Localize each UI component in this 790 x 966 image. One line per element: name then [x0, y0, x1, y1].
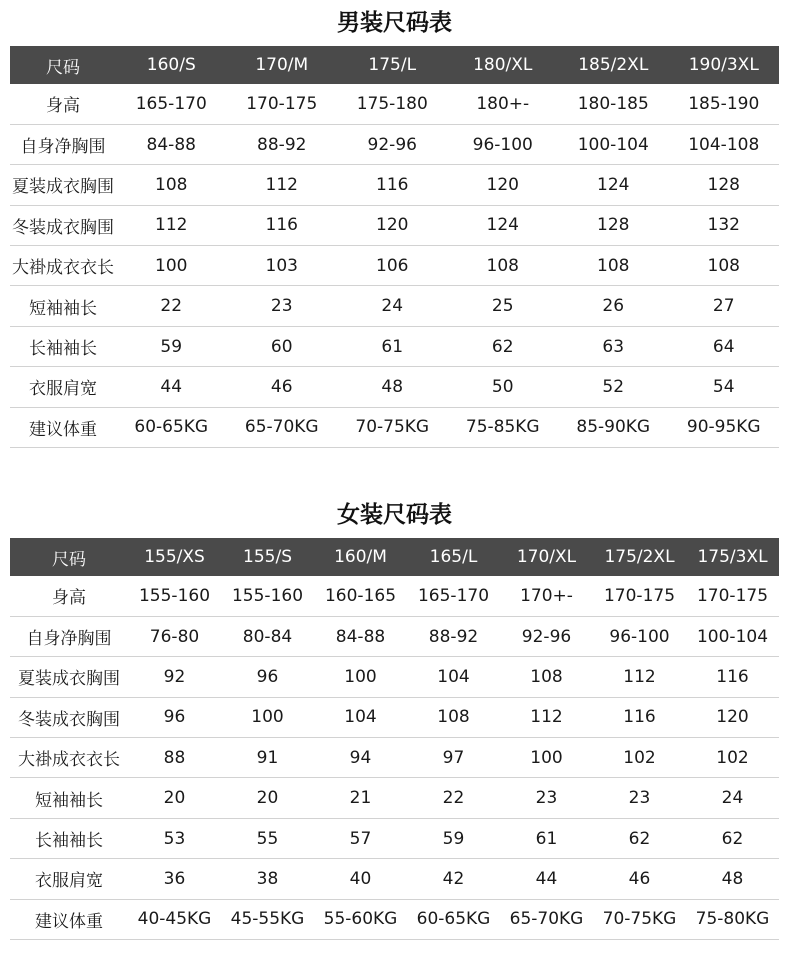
- table-cell: 23: [270, 296, 293, 317]
- size-header-cell: 175/L: [368, 55, 417, 75]
- table-cell: 116: [716, 666, 749, 687]
- size-header-cell: 165/L: [429, 547, 478, 567]
- row-label: 夏装成衣胸围: [18, 669, 120, 690]
- row-label: 衣服肩宽: [35, 871, 103, 892]
- row-label: 夏装成衣胸围: [12, 177, 114, 198]
- table-cell: 100-104: [577, 134, 649, 155]
- women-size-table-header: [10, 538, 779, 576]
- table-cell: 70-75KG: [355, 417, 430, 438]
- men-size-table: [10, 46, 779, 448]
- table-cell: 112: [155, 215, 188, 236]
- table-cell: 59: [160, 336, 183, 357]
- table-cell: 106: [376, 255, 409, 276]
- table-cell: 100: [251, 707, 284, 728]
- table-cell: 84-88: [146, 134, 196, 155]
- table-cell: 160-165: [324, 585, 397, 606]
- table-cell: 20: [163, 788, 186, 809]
- table-cell: 124: [486, 215, 519, 236]
- women-size-table: [10, 538, 779, 940]
- table-cell: 60-65KG: [416, 909, 491, 930]
- table-row: [10, 124, 779, 164]
- table-row: [10, 657, 779, 697]
- table-cell: 100: [530, 747, 563, 768]
- table-row: [10, 367, 779, 407]
- table-cell: 52: [602, 376, 625, 397]
- table-cell: 60-65KG: [134, 417, 209, 438]
- table-row: [10, 616, 779, 656]
- table-cell: 92-96: [521, 626, 572, 647]
- table-cell: 80-84: [242, 626, 293, 647]
- table-row: [10, 205, 779, 245]
- table-cell: 104: [437, 666, 470, 687]
- table-cell: 62: [491, 336, 514, 357]
- size-header-cell: 175/2XL: [604, 547, 675, 567]
- size-header-cell: 170/M: [255, 55, 309, 75]
- table-cell: 54: [712, 376, 735, 397]
- men-size-table-header: [10, 46, 779, 84]
- size-column-header: 尺码: [52, 549, 86, 570]
- table-cell: 96-100: [472, 134, 533, 155]
- size-header-cell: 160/M: [334, 547, 387, 567]
- table-cell: 63: [602, 336, 625, 357]
- size-header-cell: 190/3XL: [688, 55, 759, 75]
- size-header-cell: 185/2XL: [578, 55, 649, 75]
- table-row: [10, 899, 779, 939]
- table-cell: 90-95KG: [686, 417, 761, 438]
- header-row: [10, 46, 779, 84]
- table-cell: 96: [163, 707, 186, 728]
- table-cell: 61: [535, 828, 558, 849]
- table-cell: 112: [265, 174, 298, 195]
- table-cell: 57: [349, 828, 372, 849]
- table-cell: 59: [442, 828, 465, 849]
- table-cell: 40: [349, 868, 372, 889]
- table-cell: 120: [716, 707, 749, 728]
- table-cell: 108: [437, 707, 470, 728]
- table-cell: 22: [442, 788, 465, 809]
- table-cell: 48: [721, 868, 744, 889]
- table-cell: 100: [344, 666, 377, 687]
- row-label: 大褂成衣衣长: [12, 258, 114, 279]
- size-header-cell: 155/XS: [144, 547, 205, 567]
- table-cell: 116: [623, 707, 656, 728]
- table-row: [10, 84, 779, 124]
- table-cell: 61: [381, 336, 404, 357]
- row-label: 冬装成衣胸围: [18, 709, 120, 730]
- table-cell: 44: [160, 376, 183, 397]
- men-size-chart: [10, 0, 779, 448]
- table-cell: 65-70KG: [509, 909, 584, 930]
- table-cell: 112: [530, 707, 563, 728]
- size-header-cell: 175/3XL: [697, 547, 768, 567]
- table-cell: 26: [602, 296, 625, 317]
- size-header-cell: 170/XL: [516, 547, 577, 567]
- row-label: 冬装成衣胸围: [12, 217, 114, 238]
- table-row: [10, 778, 779, 818]
- table-cell: 88: [163, 747, 186, 768]
- row-label: 大褂成衣衣长: [18, 750, 120, 771]
- table-cell: 60: [270, 336, 293, 357]
- row-label: 长袖袖长: [29, 339, 97, 360]
- table-cell: 23: [628, 788, 651, 809]
- table-cell: 75-85KG: [465, 417, 540, 438]
- table-cell: 180+-: [476, 93, 530, 114]
- table-row: [10, 286, 779, 326]
- table-cell: 91: [256, 747, 279, 768]
- table-cell: 44: [535, 868, 558, 889]
- table-row: [10, 697, 779, 737]
- table-cell: 128: [597, 215, 630, 236]
- table-row: [10, 165, 779, 205]
- men-size-table-body: [10, 84, 779, 448]
- table-cell: 170+-: [520, 585, 573, 606]
- table-cell: 20: [256, 788, 279, 809]
- table-cell: 62: [721, 828, 744, 849]
- women-size-table-body: [10, 576, 779, 940]
- table-cell: 155-160: [231, 585, 304, 606]
- table-cell: 40-45KG: [137, 909, 212, 930]
- row-label: 短袖袖长: [35, 790, 103, 811]
- table-cell: 124: [597, 174, 630, 195]
- row-label: 自身净胸围: [20, 137, 106, 158]
- row-label: 建议体重: [29, 419, 97, 440]
- table-cell: 88-92: [428, 626, 479, 647]
- table-cell: 55-60KG: [323, 909, 398, 930]
- row-label: 衣服肩宽: [29, 379, 97, 400]
- table-row: [10, 407, 779, 447]
- table-cell: 22: [160, 296, 183, 317]
- table-cell: 170-175: [696, 585, 769, 606]
- table-cell: 97: [442, 747, 465, 768]
- table-cell: 53: [163, 828, 186, 849]
- table-row: [10, 246, 779, 286]
- table-cell: 21: [349, 788, 372, 809]
- size-header-cell: 160/S: [146, 55, 196, 75]
- table-cell: 88-92: [257, 134, 307, 155]
- table-cell: 108: [155, 174, 188, 195]
- table-cell: 96: [256, 666, 279, 687]
- row-label: 建议体重: [35, 911, 103, 932]
- table-cell: 155-160: [138, 585, 211, 606]
- table-cell: 100: [155, 255, 188, 276]
- table-row: [10, 859, 779, 899]
- table-cell: 104: [344, 707, 377, 728]
- table-cell: 108: [530, 666, 563, 687]
- table-cell: 128: [707, 174, 740, 195]
- table-cell: 55: [256, 828, 279, 849]
- header-row: [10, 538, 779, 576]
- table-cell: 108: [707, 255, 740, 276]
- table-cell: 85-90KG: [576, 417, 651, 438]
- row-label: 身高: [52, 588, 86, 609]
- row-label: 长袖袖长: [35, 831, 103, 852]
- table-cell: 84-88: [335, 626, 386, 647]
- table-row: [10, 326, 779, 366]
- table-cell: 100-104: [696, 626, 769, 647]
- table-cell: 116: [376, 174, 409, 195]
- table-cell: 64: [712, 336, 735, 357]
- table-cell: 25: [491, 296, 514, 317]
- table-cell: 104-108: [688, 134, 760, 155]
- size-column-header: 尺码: [46, 57, 80, 78]
- table-cell: 50: [491, 376, 514, 397]
- table-cell: 62: [628, 828, 651, 849]
- table-cell: 24: [721, 788, 744, 809]
- women-size-chart: [10, 492, 779, 940]
- table-cell: 170-175: [246, 93, 318, 114]
- table-row: [10, 738, 779, 778]
- table-cell: 103: [265, 255, 298, 276]
- table-cell: 36: [163, 868, 186, 889]
- men-size-chart-title: 男装尺码表: [337, 10, 452, 36]
- table-cell: 48: [381, 376, 404, 397]
- table-cell: 112: [623, 666, 656, 687]
- size-header-cell: 180/XL: [473, 55, 533, 75]
- row-label: 自身净胸围: [26, 629, 112, 650]
- table-cell: 75-80KG: [695, 909, 770, 930]
- table-cell: 38: [256, 868, 279, 889]
- table-row: [10, 576, 779, 616]
- table-cell: 92: [163, 666, 186, 687]
- table-cell: 170-175: [603, 585, 676, 606]
- table-cell: 96-100: [609, 626, 670, 647]
- table-cell: 23: [535, 788, 558, 809]
- table-cell: 180-185: [577, 93, 649, 114]
- table-cell: 116: [265, 215, 298, 236]
- table-cell: 120: [486, 174, 519, 195]
- women-size-chart-title: 女装尺码表: [337, 502, 452, 528]
- size-header-cell: 155/S: [243, 547, 292, 567]
- table-cell: 65-70KG: [244, 417, 319, 438]
- table-cell: 70-75KG: [602, 909, 677, 930]
- table-cell: 185-190: [688, 93, 760, 114]
- table-cell: 102: [716, 747, 749, 768]
- table-cell: 46: [628, 868, 651, 889]
- row-label: 短袖袖长: [29, 298, 97, 319]
- table-cell: 94: [349, 747, 372, 768]
- table-cell: 165-170: [135, 93, 207, 114]
- table-cell: 175-180: [356, 93, 428, 114]
- table-cell: 120: [376, 215, 409, 236]
- table-cell: 132: [707, 215, 740, 236]
- table-row: [10, 818, 779, 858]
- table-cell: 102: [623, 747, 656, 768]
- row-label: 身高: [46, 96, 80, 117]
- table-cell: 24: [381, 296, 404, 317]
- table-cell: 165-170: [417, 585, 490, 606]
- table-cell: 108: [486, 255, 519, 276]
- table-cell: 45-55KG: [230, 909, 305, 930]
- table-cell: 76-80: [149, 626, 200, 647]
- table-cell: 108: [597, 255, 630, 276]
- table-cell: 46: [270, 376, 293, 397]
- table-cell: 27: [712, 296, 735, 317]
- table-cell: 42: [442, 868, 465, 889]
- table-cell: 92-96: [367, 134, 417, 155]
